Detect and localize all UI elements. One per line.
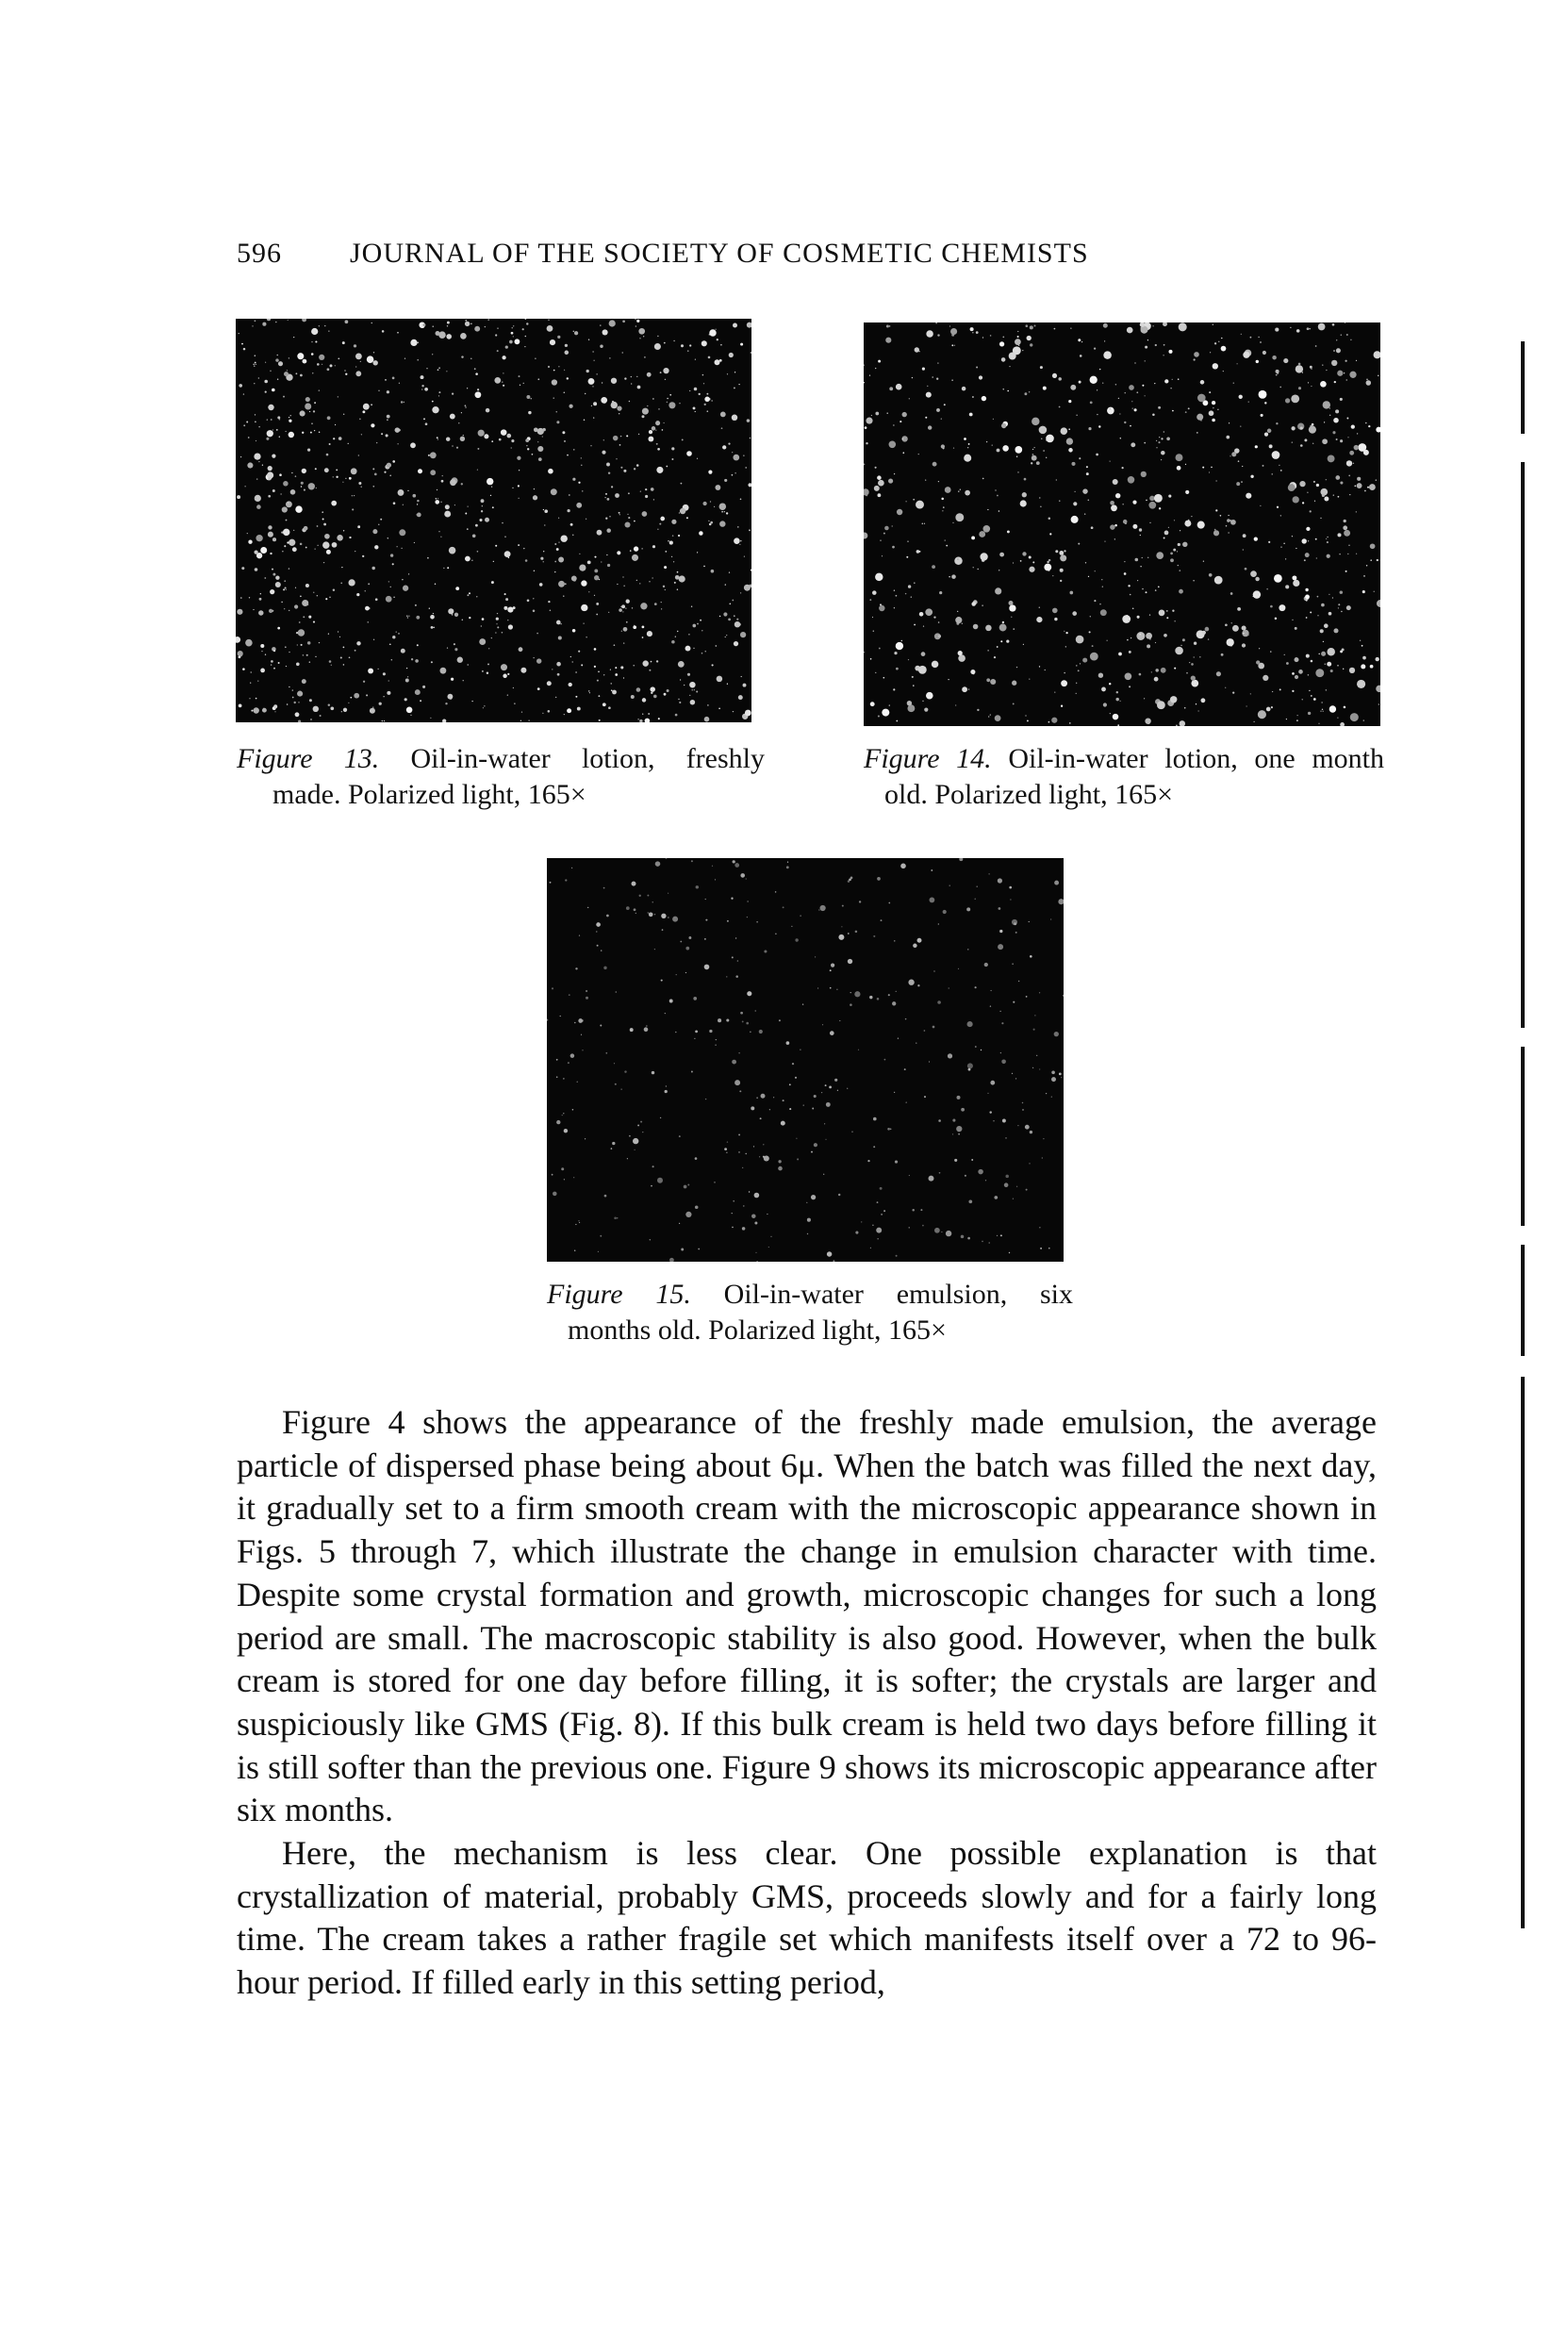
paragraph-2: Here, the mechanism is less clear. One possible explanation is that crystallization of material, probably GMS, proceeds slowly and for a fairly long time. The cream takes a rather fragile set which manifests itself over a 72 to 96-hour period. If filled early in this setting period, (237, 1834, 1377, 2002)
margin-scan-line (1521, 462, 1525, 1028)
figure-14-label: Figure 14. (864, 743, 992, 774)
figure-13-particles (236, 319, 751, 722)
body-text (237, 1401, 1377, 2005)
page-number: 596 (237, 238, 282, 269)
margin-scan-line (1521, 1245, 1525, 1356)
margin-scan-line (1521, 341, 1525, 434)
figure-14-caption (864, 741, 1384, 813)
figure-13-caption-line1: Oil-in-water lotion, freshly (410, 743, 765, 774)
figure-15-particles (547, 858, 1064, 1262)
figure-15-micrograph (547, 858, 1064, 1262)
figure-13-caption (237, 741, 765, 813)
figure-14-particles (864, 322, 1380, 726)
page-header (237, 238, 1089, 270)
paragraph-1: Figure 4 shows the appearance of the freshly made emulsion, the average particle of dispersed phase being about 6μ. When the batch was filled the next day, it gradually set to a firm smooth cream with the microscopic appearance shown in Figs. 5 through 7, which illustrate the change in emulsion character with time. Despite some crystal formation and growth, microscopic changes for such a long period are small. The macroscopic stability is also good. However, when the bulk cream is stored for one day before filling, it is softer; the crystals are larger and suspiciously like GMS (Fig. 8). If this bulk cream is held two days before filling it is still softer than the previous one. Figure 9 shows its microscopic appearance after six months. (237, 1403, 1377, 1829)
figure-13-caption-line2: made. Polarized light, 165× (272, 779, 586, 810)
figure-14-caption-line1: Oil-in-water lotion, one month (1008, 743, 1385, 774)
figure-15-label: Figure 15. (547, 1279, 691, 1310)
margin-scan-line (1521, 1047, 1525, 1226)
figure-14-micrograph (864, 322, 1380, 726)
figure-13-label: Figure 13. (237, 743, 380, 774)
journal-title: JOURNAL OF THE SOCIETY OF COSMETIC CHEMISTS (350, 238, 1089, 269)
figure-15-caption (547, 1277, 1073, 1348)
margin-scan-line (1521, 1377, 1525, 1928)
figure-14-caption-line2: old. Polarized light, 165× (884, 779, 1174, 810)
figure-15-caption-line2: months old. Polarized light, 165× (568, 1315, 947, 1346)
figure-15-caption-line1: Oil-in-water emulsion, six (723, 1279, 1074, 1310)
figure-13-micrograph (236, 319, 751, 722)
